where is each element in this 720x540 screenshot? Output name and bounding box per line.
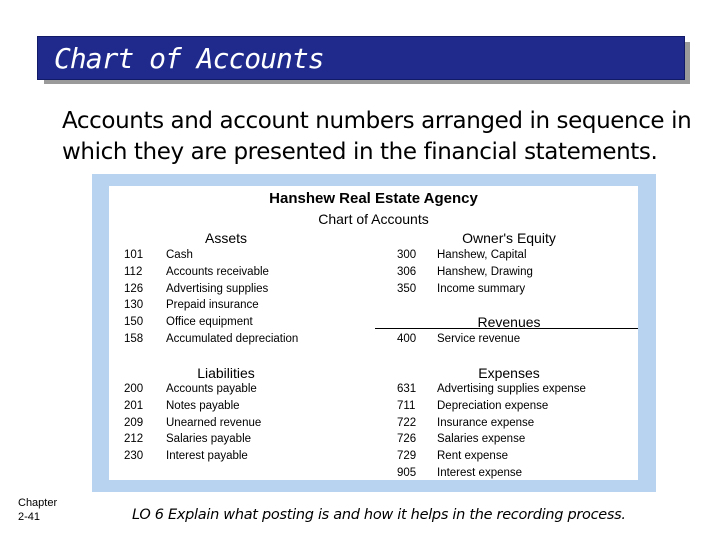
account-number: 722 [397, 416, 417, 429]
account-name: Cash [166, 249, 193, 261]
account-number: 905 [397, 467, 417, 479]
assets-heading: Assets [204, 230, 247, 246]
account-number: 200 [124, 383, 144, 395]
account-name: Depreciation expense [437, 399, 549, 412]
chapter-label [18, 496, 57, 524]
subtitle-line-2: which they are presented in the financial statements. [62, 139, 658, 165]
account-number: 306 [397, 265, 417, 278]
revenues-heading: Revenues [477, 314, 541, 330]
account-number: 101 [124, 249, 144, 261]
account-name: Salaries payable [166, 433, 252, 446]
account-name: Rent expense [437, 450, 508, 463]
account-number: 400 [397, 333, 417, 345]
account-number: 158 [124, 333, 144, 345]
account-number: 230 [124, 450, 144, 463]
account-number: 212 [124, 433, 144, 446]
subtitle-line-1: Accounts and account numbers arranged in sequence in [62, 108, 692, 134]
account-name: Interest expense [437, 467, 523, 479]
account-number: 112 [124, 265, 143, 278]
account-name: Unearned revenue [166, 416, 262, 429]
slide-title: Chart of Accounts [54, 42, 324, 75]
owners-equity-heading: Owner's Equity [462, 230, 556, 246]
account-number: 300 [397, 249, 417, 261]
learning-objective: LO 6 Explain what posting is and how it helps in the recording process. [132, 507, 626, 523]
account-number: 631 [397, 383, 417, 395]
account-name: Salaries expense [437, 433, 526, 446]
company-name: Hanshew Real Estate Agency [269, 190, 478, 207]
slide-subtitle [62, 106, 702, 168]
account-name: Notes payable [166, 399, 240, 412]
account-number: 126 [124, 282, 144, 295]
account-name: Office equipment [166, 316, 253, 329]
account-name: Hanshew, Drawing [437, 265, 533, 278]
account-number: 209 [124, 416, 144, 429]
account-number: 729 [397, 450, 417, 463]
account-name: Advertising supplies [166, 282, 269, 295]
account-number: 201 [124, 399, 144, 412]
account-name: Interest payable [166, 450, 248, 463]
account-name: Hanshew, Capital [437, 249, 527, 261]
account-name: Prepaid insurance [166, 299, 259, 312]
chapter-line-2: 2-41 [18, 511, 41, 523]
account-name: Accounts receivable [166, 265, 269, 278]
account-name: Accounts payable [166, 383, 257, 395]
account-name: Accumulated depreciation [166, 333, 299, 345]
liabilities-heading: Liabilities [197, 365, 255, 381]
account-number: 711 [397, 399, 416, 412]
account-number: 350 [397, 282, 417, 295]
account-name: Advertising supplies expense [437, 383, 586, 395]
account-name: Income summary [437, 282, 526, 295]
account-name: Insurance expense [437, 416, 535, 429]
account-name: Service revenue [437, 333, 521, 345]
chart-title: Chart of Accounts [318, 211, 429, 227]
account-number: 150 [124, 316, 144, 329]
chapter-line-1: Chapter [18, 497, 58, 509]
title-bar [37, 36, 685, 80]
chart-of-accounts-panel [109, 186, 638, 480]
account-number: 130 [124, 299, 144, 312]
account-number: 726 [397, 433, 417, 446]
expenses-heading: Expenses [478, 365, 540, 381]
